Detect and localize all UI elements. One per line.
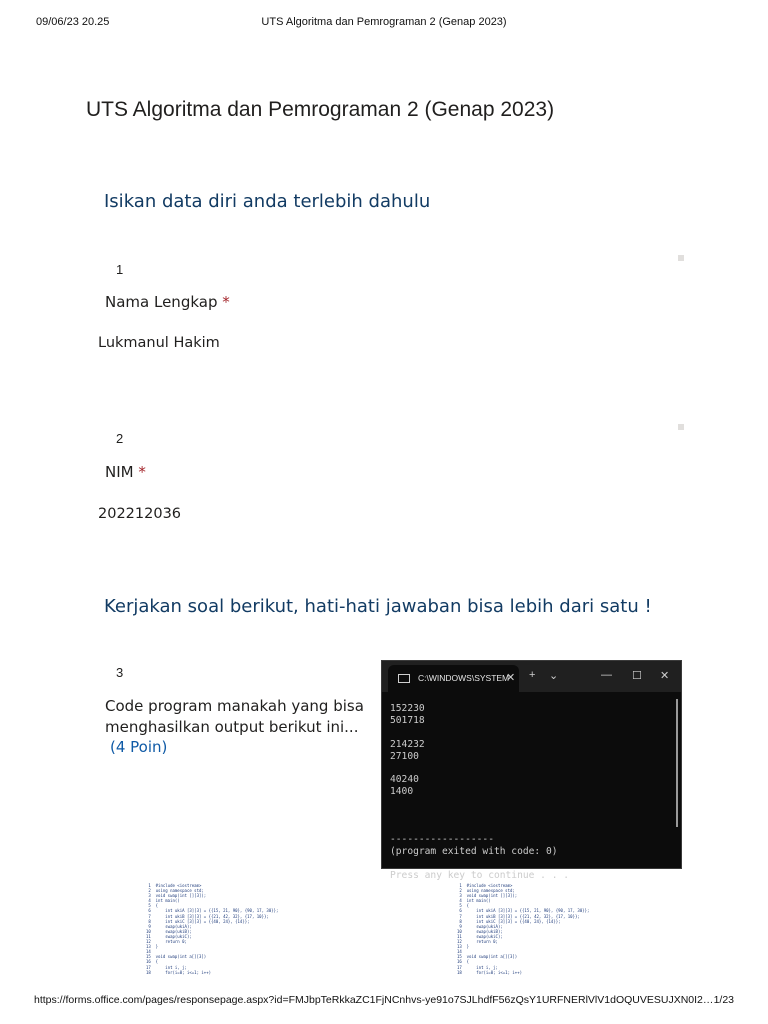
tab-close-icon: ✕ (506, 672, 516, 684)
print-url: https://forms.office.com/pages/responsepage.aspx?id=FMJbpTeRkkaZC1FjNCnhvs-ye91o7SJLhdfF56zQsY1URFNERlVlV1dOQUVESUJXN0I2… (34, 994, 714, 1006)
console-tab (388, 665, 519, 692)
close-icon: ✕ (660, 670, 670, 682)
question-2-label (105, 463, 146, 481)
print-datetime: 09/06/23 20.25 (36, 16, 110, 28)
terminal-icon (398, 674, 410, 683)
question-1-marker (678, 255, 684, 261)
question-2-number: 2 (116, 431, 124, 446)
maximize-icon: ☐ (632, 670, 642, 682)
chevron-down-icon: ⌄ (549, 670, 559, 682)
code-option-1-text: 1 #include <iostream> 2 using namespace std; 3 void swap(int [][3]); 4 int main() 5 { 6 int ukiA [3][3] = {{15, 21, 90}, {90, 17, 30}}; 7 int ukiB [3][3] = {{21, 42, 32}, {17, 10}}; 8 int ukiC [3][3] = {{40, 24}, {14}}; 9 swap(ukiA); 10 swap(ukiB); 11 swap(ukiC); 12 return 0; 13 } 14 15 void swap(int a[][3]) 16 { 17 int i, j; 18 for(i=0; i<=1; i++) (146, 883, 279, 975)
console-output-text: 152230 501718 214232 27100 40240 1400 ------------------ (program exited with code: 0) Press any key to continue . . . (390, 703, 570, 881)
question-3-label: Code program manakah yang bisa menghasilkan output berikut ini... (105, 697, 364, 736)
question-1-required-mark: * (222, 293, 230, 311)
question-3-points: (4 Poin) (110, 738, 168, 756)
question-2-marker (678, 424, 684, 430)
form-title: UTS Algoritma dan Pemrograman 2 (Genap 2023) (86, 98, 555, 121)
code-option-thumbnail-1 (146, 883, 296, 993)
print-header (0, 16, 768, 32)
section-title-personal-data: Isikan data diri anda terlebih dahulu (104, 191, 431, 212)
question-2-answer: 202212036 (98, 506, 182, 522)
code-option-2-text: 1 #include <iostream> 2 using namespace std; 3 void swap(int [][3]); 4 int main() 5 { 6 int ukiA [3][3] = {{15, 21, 90}, {90, 17, 30}}; 7 int ukiB [3][3] = {{21, 42, 32}, {17, 10}}; 8 int ukiC [3][3] = {{40, 24}, {14}}; 9 swap(ukiA); 10 swap(ukiB); 11 swap(ukiC); 12 return 0; 13 } 14 15 void swap(int a[][3]) 16 { 17 int i, j; 18 for(i=0; i<=1; i++) (457, 883, 590, 975)
print-footer (0, 994, 768, 1010)
question-2-required-mark: * (138, 463, 146, 481)
question-2-label-text: NIM (105, 463, 134, 481)
console-scrollbar (676, 699, 678, 827)
section-title-questions: Kerjakan soal berikut, hati-hati jawaban bisa lebih dari satu ! (104, 596, 652, 617)
code-option-thumbnail-2 (457, 883, 607, 993)
question-3-number: 3 (116, 665, 124, 680)
question-1-label-text: Nama Lengkap (105, 293, 218, 311)
question-1-answer: Lukmanul Hakim (98, 335, 220, 351)
console-output-image (381, 660, 682, 881)
minimize-icon: — (601, 669, 612, 681)
question-1-label (105, 293, 230, 311)
print-title: UTS Algoritma dan Pemrograman 2 (Genap 2023) (261, 16, 507, 28)
console-titlebar (382, 661, 681, 692)
console-tab-title: C:\WINDOWS\SYSTEM (418, 673, 510, 683)
question-1-number: 1 (116, 262, 124, 277)
new-tab-icon: + (529, 669, 536, 681)
print-page-number: 1/23 (713, 994, 734, 1006)
